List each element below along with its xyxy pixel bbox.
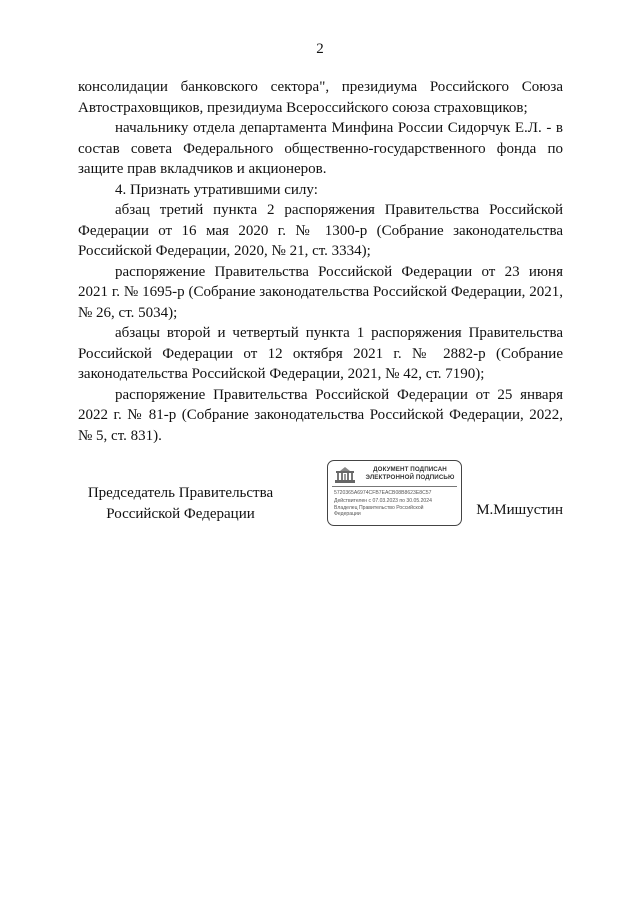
stamp-divider xyxy=(332,486,457,487)
paragraph-repeal-81: распоряжение Правительства Российской Федерации от 25 января 2022 г. № 81-р (Собрание законодательства Российской Федерации, 2022, № 5, ст. 831). xyxy=(78,386,563,444)
document-body xyxy=(78,77,563,446)
stamp-validity: Действителен с 07.03.2023 по 30.05.2024 xyxy=(334,498,432,504)
electronic-signature-stamp xyxy=(327,460,462,526)
page-number: 2 xyxy=(316,41,324,57)
stamp-title-line2: ЭЛЕКТРОННОЙ ПОДПИСЬЮ xyxy=(365,473,455,481)
signatory-position xyxy=(78,483,283,524)
paragraph-continuation: консолидации банковского сектора", президиума Российского Союза Автостраховщиков, президиума Всероссийского союза страховщиков; xyxy=(78,79,563,116)
stamp-owner-line2: Федерации xyxy=(334,511,361,517)
signer-name: М.Мишустин xyxy=(476,502,563,518)
signatory-position-line2: Российской Федерации xyxy=(106,505,255,522)
stamp-owner-line1: Владелец Правительство Российской xyxy=(334,505,424,511)
stamp-certificate: 5720365A6974CFB7EACB08B8623E8C57 xyxy=(334,490,432,496)
stamp-title-line1: ДОКУМЕНТ ПОДПИСАН xyxy=(373,466,447,473)
signatory-position-line1: Председатель Правительства xyxy=(87,485,274,501)
paragraph-repeal-2020: абзац третий пункта 2 распоряжения Правительства Российской Федерации от 16 мая 2020 г. № 1300-р (Собрание законодательства Российской Федерации, 2020, № 21, ст. 3334); xyxy=(78,202,563,259)
paragraph-repeal-1695: распоряжение Правительства Российской Федерации от 23 июня 2021 г. № 1695-р (Собрание законодательства Российской Федерации, 2021, № 26, ст. 5034); xyxy=(78,263,563,321)
stamp-title xyxy=(362,466,458,481)
paragraph-repeal-2882: абзацы второй и четвертый пункта 1 распоряжения Правительства Российской Федерации от 12 октября 2021 г. № 2882-р (Собрание законодательства Российской Федерации, 2021, № 42, ст. 7190); xyxy=(78,325,563,382)
emblem-icon xyxy=(334,466,356,484)
paragraph-sidorchuk: начальнику отдела департамента Минфина России Сидорчук Е.Л. - в состав совета Федерального общественно-государственного фонда по защите прав вкладчиков и акционеров. xyxy=(78,120,563,177)
paragraph-item-4: 4. Признать утратившими силу: xyxy=(115,181,318,198)
